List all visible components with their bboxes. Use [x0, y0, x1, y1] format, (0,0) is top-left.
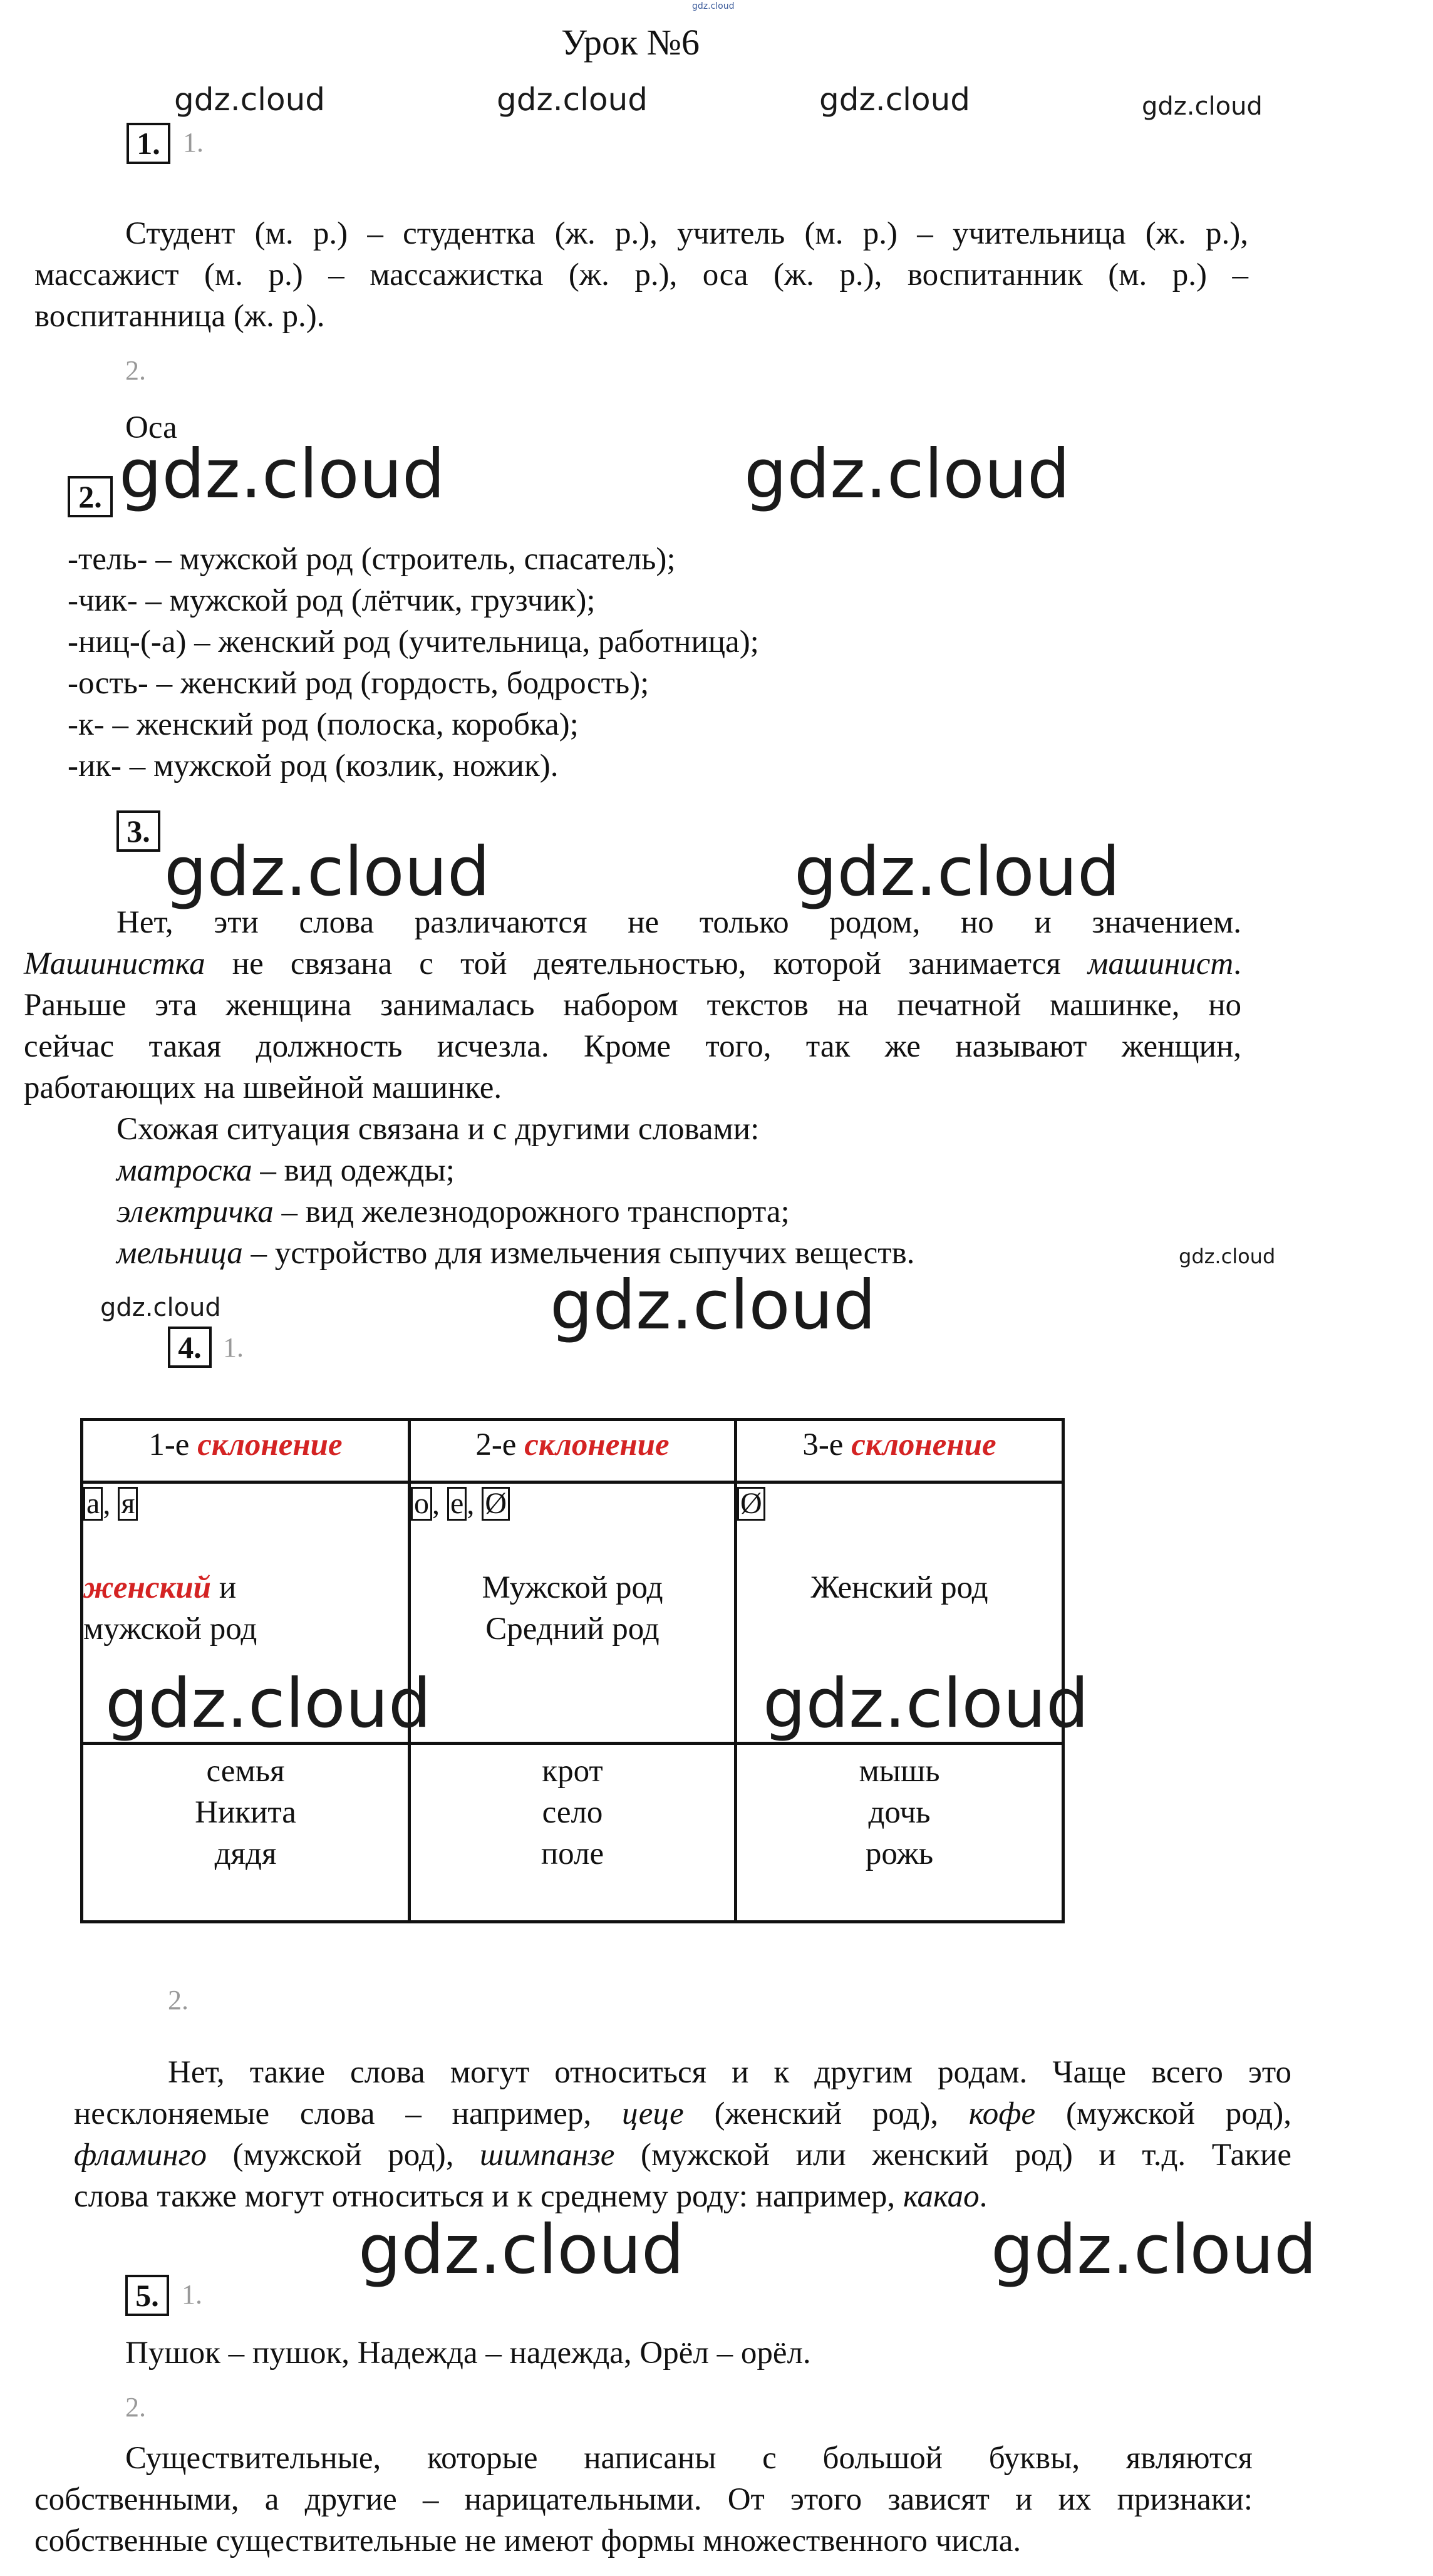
ending-letters: а , я — [83, 1487, 138, 1521]
task-number-4: 4. — [168, 1327, 212, 1368]
paragraph-line: собственными, а другие – нарицательными. От этого зависят и их признаки: — [34, 2482, 1253, 2517]
answer-text: Пушок – пушок, Надежда – надежда, Орёл – орёл. — [125, 2335, 811, 2371]
task-number-3: 3. — [116, 810, 160, 852]
paragraph-line: Машинистка не связана с той деятельностью, которой занимается машинист. — [24, 946, 1241, 981]
table-header: 2-е склонение — [475, 1427, 670, 1462]
task-number-2: 2. — [68, 476, 113, 517]
paragraph-line: Схожая ситуация связана и с другими словами: — [116, 1112, 760, 1147]
top-watermark: gdz.cloud — [692, 1, 735, 11]
watermark: gdz.cloud — [794, 833, 1120, 911]
watermark: gdz.cloud — [100, 1293, 221, 1322]
gender-cell: женский и — [83, 1570, 237, 1605]
watermark: gdz.cloud — [763, 1665, 1089, 1743]
subtask-number: 1. — [223, 1332, 244, 1363]
paragraph-line: Студент (м. р.) – студентка (ж. р.), учитель (м. р.) – учительница (ж. р.), — [125, 216, 1248, 251]
subtask-number: 2. — [125, 355, 146, 386]
gender-cell: мужской род — [83, 1611, 257, 1647]
watermark: gdz.cloud — [119, 435, 445, 514]
watermark: gdz.cloud — [358, 2211, 685, 2289]
paragraph-line: сейчас такая должность исчезла. Кроме того, так же называют женщин, — [24, 1029, 1241, 1064]
paragraph-line: массажист (м. р.) – массажистка (ж. р.), оса (ж. р.), воспитанник (м. р.) – — [34, 257, 1248, 292]
paragraph-line: фламинго (мужской род), шимпанзе (мужской или женский род) и т.д. Такие — [74, 2138, 1291, 2173]
example-word: дочь — [868, 1795, 931, 1830]
paragraph-line: работающих на швейной машинке. — [24, 1070, 502, 1105]
watermark: gdz.cloud — [105, 1665, 432, 1743]
watermark: gdz.cloud — [164, 833, 490, 911]
watermark: gdz.cloud — [550, 1266, 876, 1345]
subtask-number: 2. — [168, 1985, 189, 2015]
suffix-line: -ик- – мужской род (козлик, ножик). — [68, 748, 559, 784]
watermark: gdz.cloud — [819, 81, 971, 118]
paragraph-line: Раньше эта женщина занималась набором текстов на печатной машинке, но — [24, 988, 1241, 1023]
paragraph-line: воспитанница (ж. р.). — [34, 299, 325, 334]
table-header: 1-е склонение — [148, 1427, 343, 1462]
suffix-line: -к- – женский род (полоска, коробка); — [68, 707, 579, 742]
ending-letters: о , е , Ø — [411, 1487, 510, 1521]
gender-cell: Женский род — [810, 1570, 988, 1605]
gender-cell: Средний род — [485, 1611, 660, 1647]
ending-letters: Ø — [737, 1487, 765, 1521]
italic-word: машинист — [1087, 946, 1234, 981]
example-word: крот — [542, 1754, 603, 1789]
watermark: gdz.cloud — [744, 435, 1070, 514]
watermark: gdz.cloud — [1142, 92, 1263, 121]
example-line: электричка – вид железнодорожного транспорта; — [116, 1194, 790, 1229]
example-line: матроска – вид одежды; — [116, 1153, 455, 1188]
example-word: поле — [541, 1836, 604, 1871]
task-number-1: 1. — [127, 123, 170, 164]
task-number-5: 5. — [125, 2275, 169, 2316]
example-word: семья — [206, 1754, 285, 1789]
paragraph-line: Нет, эти слова различаются не только родом, но и значением. — [116, 905, 1241, 940]
subtask-number: 2. — [125, 2392, 146, 2423]
subtask-number: 1. — [183, 127, 204, 158]
suffix-line: -чик- – мужской род (лётчик, грузчик); — [68, 583, 596, 618]
watermark: gdz.cloud — [1179, 1244, 1276, 1268]
paragraph-line: собственные существительные не имеют формы множественного числа. — [34, 2523, 1022, 2558]
answer-text: Оса — [125, 410, 177, 445]
paragraph-line: Существительные, которые написаны с большой буквы, являются — [125, 2441, 1253, 2476]
example-word: рожь — [865, 1836, 934, 1871]
page-title: Урок №6 — [561, 22, 700, 63]
example-word: дядя — [214, 1836, 277, 1871]
subtask-number: 1. — [182, 2279, 202, 2310]
suffix-line: -тель- – мужской род (строитель, спасатель); — [68, 542, 676, 577]
italic-word: Машинистка — [24, 946, 205, 981]
example-word: село — [542, 1795, 603, 1830]
paragraph-line: Нет, такие слова могут относиться и к другим родам. Чаще всего это — [168, 2055, 1291, 2090]
watermark: gdz.cloud — [174, 81, 326, 118]
watermark: gdz.cloud — [497, 81, 648, 118]
suffix-line: -ниц-(-а) – женский род (учительница, работница); — [68, 624, 759, 660]
suffix-line: -ость- – женский род (гордость, бодрость); — [68, 666, 649, 701]
example-word: Никита — [195, 1795, 296, 1830]
example-word: мышь — [859, 1754, 940, 1789]
table-header: 3-е склонение — [802, 1427, 996, 1462]
paragraph-line: слова также могут относиться и к среднему роду: например, какао. — [74, 2179, 988, 2214]
watermark: gdz.cloud — [991, 2211, 1317, 2289]
gender-cell: Мужской род — [482, 1570, 663, 1605]
paragraph-line: несклоняемые слова – например, цеце (женский род), кофе (мужской род), — [74, 2096, 1291, 2131]
example-line: мельница – устройство для измельчения сыпучих веществ. — [116, 1236, 915, 1271]
